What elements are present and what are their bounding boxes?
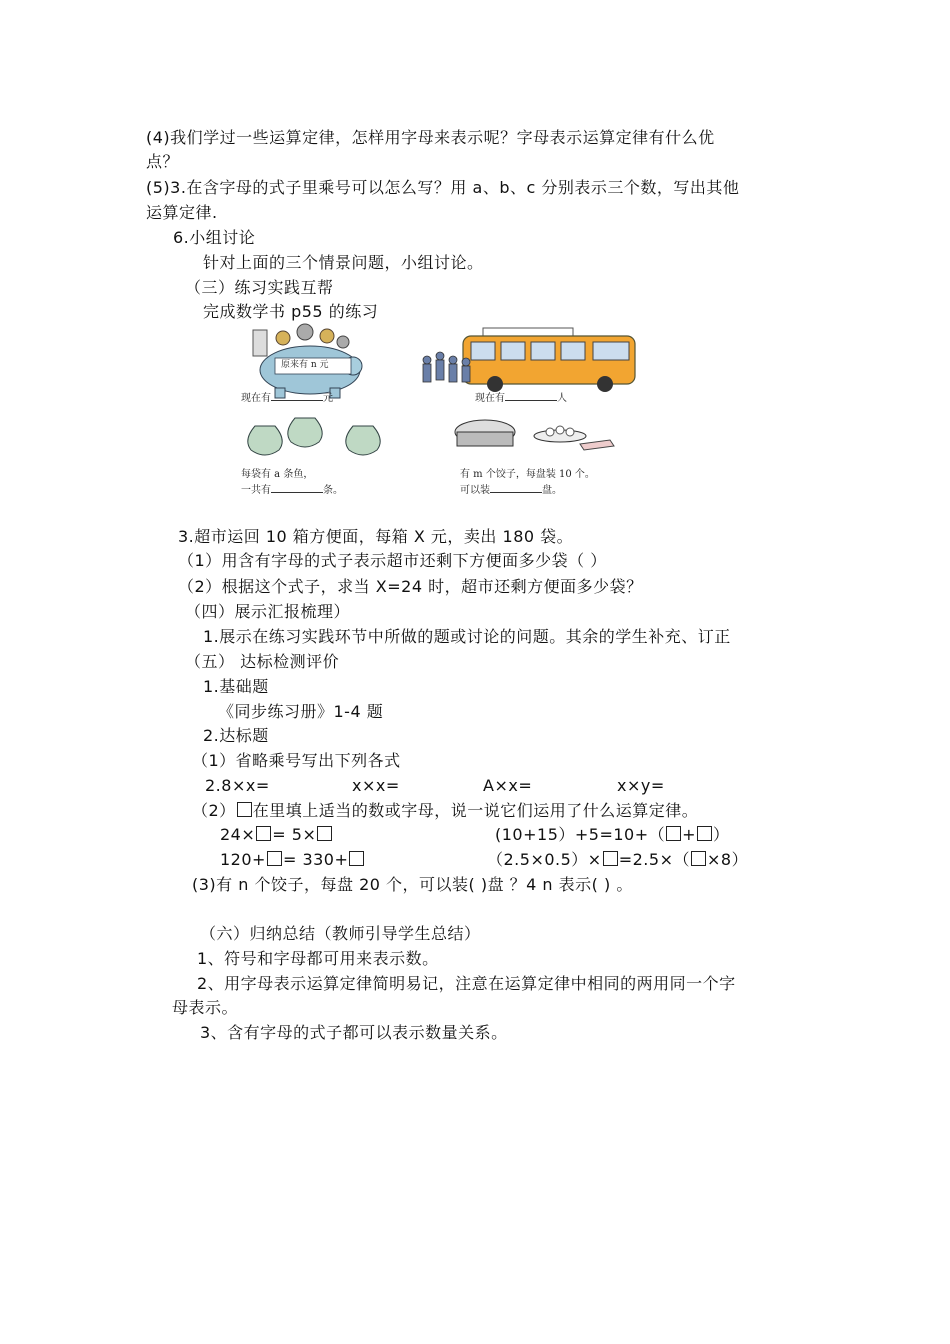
caption-money: 现在有 元: [241, 393, 333, 404]
text-line: 针对上面的三个情景问题，小组讨论。: [203, 253, 484, 272]
blank-box: [666, 826, 681, 841]
section-heading: （六）归纳总结（教师引导学生总结）: [200, 924, 481, 943]
text-line: 1、符号和字母都可用来表示数。: [197, 949, 439, 968]
blank-box: [603, 851, 618, 866]
blank-box: [317, 826, 332, 841]
caption-people: 现在有 人: [475, 393, 567, 404]
expr-1: 2.8×x=: [205, 776, 270, 795]
expr-2: x×x=: [352, 776, 400, 795]
section-heading: （四）展示汇报梳理）: [185, 602, 351, 621]
blank-box: [237, 802, 252, 817]
equation: 120+ = 330+: [220, 848, 365, 872]
text-line: （2） 在里填上适当的数或字母，说一说它们运用了什么运算定律。: [192, 801, 699, 820]
blank-box: [267, 851, 282, 866]
fish-bags: [248, 418, 380, 455]
text-line: (3)有 n 个饺子，每盘 20 个，可以装( )盘 ？4 n 表示( ) 。: [192, 875, 633, 894]
text-line: （1）省略乘号写出下列各式: [192, 751, 401, 770]
equation: （2.5×0.5）× =2.5×（ ×8）: [487, 850, 749, 869]
text-line: 1.基础题: [203, 677, 269, 696]
section-heading: （五） 达标检测评价: [185, 652, 340, 671]
blank-box: [697, 826, 712, 841]
caption-fish-line2: 一共有 条。: [241, 485, 343, 496]
bus: [423, 328, 635, 392]
text-line: 3.超市运回 10 箱方便面，每箱 X 元，卖出 180 袋。: [178, 527, 574, 546]
text-line: 3、含有字母的式子都可以表示数量关系。: [200, 1023, 508, 1042]
section-heading: （三）练习实践互帮: [185, 278, 334, 297]
text-line: 运算定律.: [146, 203, 218, 222]
equation: 24× = 5×: [220, 823, 333, 847]
equation: (10+15）+5=10+（ + ）: [495, 825, 730, 844]
exercise-illustration: [235, 322, 655, 502]
dumplings: [455, 420, 614, 450]
piggy-label: 原来有 n 元: [281, 360, 329, 370]
text-line: （2）根据这个式子，求当 X=24 时，超市还剩方便面多少袋？: [178, 577, 643, 596]
caption-fish-line1: 每袋有 a 条鱼，: [241, 469, 314, 480]
expr-3: A×x=: [483, 776, 533, 795]
section-heading: 6.小组讨论: [173, 228, 256, 247]
text-line: 《同步练习册》1-4 题: [218, 702, 384, 721]
text-line: 母表示。: [172, 998, 239, 1017]
blank-box: [691, 851, 706, 866]
text-line: 点？: [146, 152, 180, 171]
text-line: 2.达标题: [203, 726, 269, 745]
blank-box: [256, 826, 271, 841]
text-line: (4)我们学过一些运算定律，怎样用字母来表示呢？字母表示运算定律有什么优: [146, 128, 715, 147]
text-line: （1）用含有字母的式子表示超市还剩下方便面多少袋（ ）: [178, 551, 607, 570]
text-line: 完成数学书 p55 的练习: [203, 302, 379, 321]
text-line: 1.展示在练习实践环节中所做的题或讨论的问题。其余的学生补充、订正: [203, 627, 731, 646]
caption-dumpling-line2: 可以装 盘。: [460, 485, 562, 496]
text-line: (5)3.在含字母的式子里乘号可以怎么写？用 a、b、c 分别表示三个数，写出其他: [146, 178, 740, 197]
blank-box: [349, 851, 364, 866]
caption-dumpling-line1: 有 m 个饺子，每盘装 10 个。: [460, 469, 595, 480]
expr-4: x×y=: [617, 776, 665, 795]
text-line: 2、用字母表示运算定律简明易记，注意在运算定律中相同的两用同一个字: [197, 974, 736, 993]
